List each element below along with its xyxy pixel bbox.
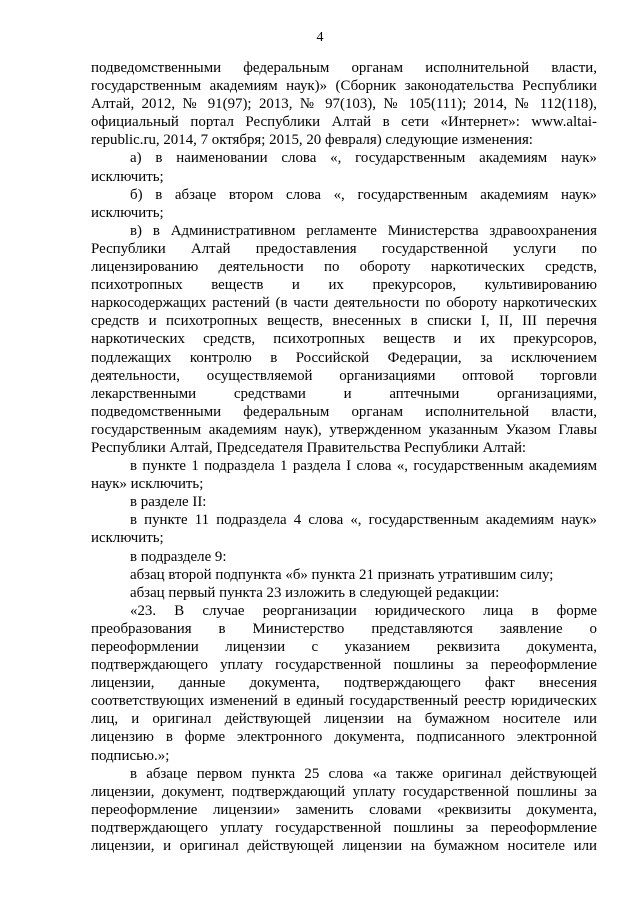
text-line: соответствующих изменений в единый государственный реестр юридических bbox=[91, 693, 597, 710]
text-line: абзац первый пункта 23 изложить в следующей редакции: bbox=[130, 584, 500, 601]
text-line: деятельности, осуществляемой организациями оптовой торговли bbox=[91, 367, 597, 384]
text-line: подведомственными федеральным органам исполнительной власти, bbox=[91, 403, 597, 420]
text-line: подведомственными федеральным органам исполнительной власти, bbox=[91, 60, 597, 76]
text-line: подтверждающего уплату государственной пошлины за переоформление bbox=[91, 657, 597, 674]
text-line: в пункте 11 подраздела 4 слова «, государственным академиям наук» bbox=[130, 512, 597, 529]
text-line: лиц, и оригинал действующей лицензии на бумажном носителе или bbox=[91, 711, 597, 728]
paragraph bbox=[91, 548, 597, 566]
page-number: 4 bbox=[316, 30, 324, 45]
text-line: лекарственными средствами и аптечными организациями, bbox=[91, 385, 597, 402]
paragraph bbox=[91, 765, 597, 855]
paragraph bbox=[91, 149, 597, 185]
text-line: подлежащих контролю в Российской Федерации, за исключением bbox=[91, 349, 597, 366]
paragraph bbox=[91, 602, 597, 765]
text-line: подтверждающего уплату государственной пошлины за переоформление bbox=[91, 819, 597, 836]
text-line: лицензию в форме электронного документа, подписанного электронной bbox=[91, 729, 597, 746]
document-body bbox=[91, 59, 597, 855]
text-line: в разделе II: bbox=[130, 494, 207, 511]
text-line: преобразования в Министерство представляются заявление о bbox=[91, 620, 597, 637]
paragraph bbox=[91, 186, 597, 222]
text-line: в пункте 1 подраздела 1 раздела I слова «, государственным академиям bbox=[130, 458, 597, 475]
paragraph bbox=[91, 59, 597, 149]
text-line: подписью.»; bbox=[91, 747, 170, 764]
text-line: Республики Алтай предоставления государственной услуги по bbox=[91, 240, 597, 257]
text-line: в абзаце первом пункта 25 слова «а также оригинал действующей bbox=[130, 765, 597, 782]
text-line: б) в абзаце втором слова «, государственным академиям наук» bbox=[130, 186, 597, 203]
text-line: абзац второй подпункта «б» пункта 21 признать утратившим силу; bbox=[130, 566, 554, 583]
paragraph bbox=[91, 566, 597, 584]
paragraph bbox=[91, 222, 597, 457]
text-line: лицензии, данные документа, подтверждающего факт внесения bbox=[91, 675, 597, 692]
paragraph bbox=[91, 584, 597, 602]
text-line: republic.ru, 2014, 7 октября; 2015, 20 февраля) следующие изменения: bbox=[91, 132, 533, 149]
text-line: лицензированию деятельности по обороту наркотических средств, bbox=[91, 259, 597, 276]
text-line: исключить; bbox=[91, 168, 164, 185]
text-line: наркосодержащих растений (в части деятельности по обороту наркотических bbox=[91, 295, 597, 312]
text-line: в) в Административном регламенте Министерства здравоохранения bbox=[130, 222, 597, 239]
text-line: наук» исключить; bbox=[91, 476, 204, 493]
text-line: Алтай, 2012, № 91(97); 2013, № 97(103), № 105(111); 2014, № 112(118), bbox=[91, 96, 597, 113]
text-line: психотропных веществ и их прекурсоров, культивированию bbox=[91, 277, 597, 294]
paragraph bbox=[91, 457, 597, 493]
text-line: а) в наименовании слова «, государственным академиям наук» bbox=[130, 150, 597, 167]
text-line: «23. В случае реорганизации юридического лица в форме bbox=[130, 602, 597, 619]
paragraph bbox=[91, 511, 597, 547]
text-line: в подразделе 9: bbox=[130, 548, 227, 565]
text-line: Республики Алтай, Председателя Правительства Республики Алтай: bbox=[91, 439, 527, 456]
text-line: переоформлении лицензии с указанием реквизита документа, bbox=[91, 639, 597, 655]
text-line: средств и психотропных веществ, внесенных в списки I, II, III перечня bbox=[91, 313, 597, 330]
text-line: лицензии, и оригинал действующей лицензии на бумажном носителе или bbox=[91, 838, 597, 855]
text-line: лицензии, документ, подтверждающий уплату государственной пошлины за bbox=[91, 783, 597, 800]
text-line: государственным академиям наук), утвержденном указанным Указом Главы bbox=[91, 421, 597, 438]
text-line: государственным академиям наук)» (Сборник законодательства Республики bbox=[91, 78, 597, 95]
text-line: наркотических средств, психотропных веществ и их прекурсоров, bbox=[91, 331, 597, 348]
text-line: исключить; bbox=[91, 530, 164, 547]
text-line: исключить; bbox=[91, 204, 164, 221]
text-line: переоформление лицензии» заменить словами «реквизиты документа, bbox=[91, 801, 597, 818]
paragraph bbox=[91, 493, 597, 511]
text-line: официальный портал Республики Алтай в сети «Интернет»: www.altai- bbox=[91, 114, 597, 131]
